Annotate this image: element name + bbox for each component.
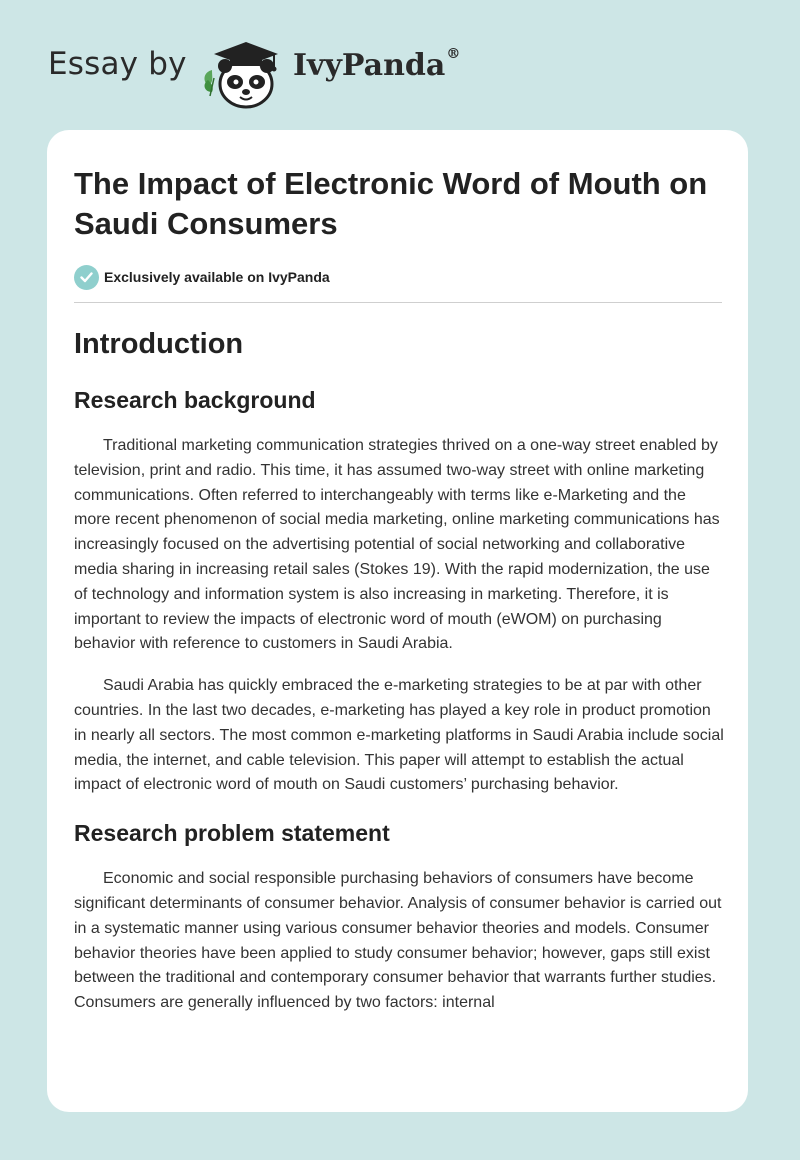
- divider: [74, 302, 722, 303]
- check-icon: [74, 265, 99, 290]
- site-header: [48, 34, 748, 110]
- subsection-heading-research-background: Research background: [74, 387, 316, 413]
- essay-card: [47, 130, 748, 1112]
- brand-name[interactable]: [293, 48, 460, 83]
- exclusive-badge: [74, 263, 726, 291]
- paragraph: Traditional marketing communication strategies thrived on a one-way street enabled by television, print and radio. This time, it has assumed two-way street with online marketing communications. Often referred to interchangeably with terms like e-Marketing and the more recent phenomenon of social media marketing, online marketing communications has increasingly focused on the advertising potential of social networking and collaborative media sharing in increasing retail sales (Stokes 19). With the rapid modernization, the use of technology and information system is also increasing in marketing. Therefore, it is important to review the impacts of electronic word of mouth (eWOM) on purchasing behavior with reference to customers in Saudi Arabia.: [74, 437, 720, 653]
- panda-graduate-icon[interactable]: [198, 36, 288, 110]
- section-heading-introduction: Introduction: [74, 328, 244, 360]
- essay-content: [74, 164, 726, 1016]
- brand-name-text: IvyPanda: [293, 48, 446, 83]
- registered-mark: ®: [446, 46, 461, 62]
- paragraph: Saudi Arabia has quickly embraced the e-marketing strategies to be at par with other countries. In the last two decades, e-marketing has played a key role in product promotion in nearly all sectors. The most common e-marketing platforms in Saudi Arabia include social media, the internet, and cable television. This paper will attempt to establish the actual impact of electronic word of mouth on Saudi customers’ purchasing behavior.: [74, 677, 724, 794]
- paragraph: Economic and social responsible purchasing behaviors of consumers have become significant determinants of consumer behavior. Analysis of consumer behavior is carried out in a systematic manner using various consumer behavior theories and models. Consumer behavior theories have been applied to study consumer behavior; however, gaps still exist between the traditional and contemporary consumer behavior that warrants further studies. Consumers are generally influenced by two factors: internal: [74, 870, 722, 1012]
- essay-by-label: Essay by: [48, 46, 187, 82]
- essay-title: The Impact of Electronic Word of Mouth on Saudi Consumers: [74, 166, 708, 241]
- subsection-heading-research-problem-statement: Research problem statement: [74, 820, 390, 847]
- exclusive-text: Exclusively available on IvyPanda: [104, 269, 330, 285]
